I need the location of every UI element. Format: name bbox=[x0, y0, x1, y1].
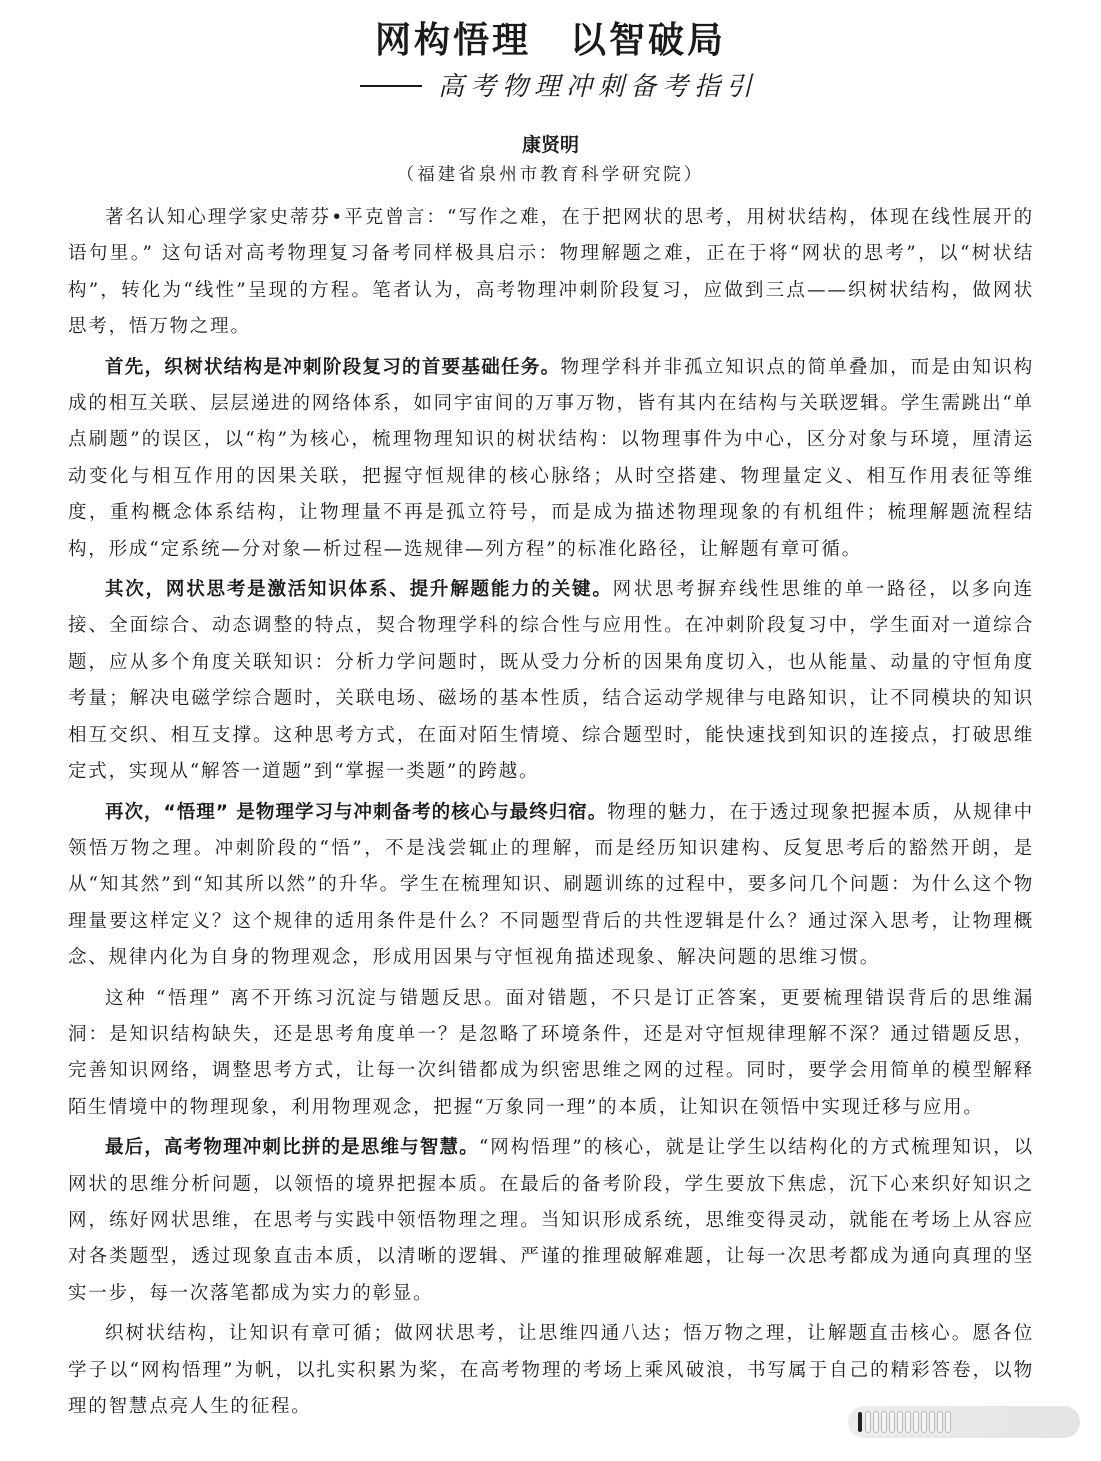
paragraph-text: 网状思考摒弃线性思维的单一路径，以多向连接、全面综合、动态调整的特点，契合物理学科的综合性与应用性。在冲刺阶段复习中，学生面对一道综合题，应从多个角度关联知识：分析力学问题时，既从受力分析的因果角度切入，也从能量、动量的守恒角度考量；解决电磁学综合题时，关联电场、磁场的基本性质，结合运动学规律与电路知识，让不同模块的知识相互交织、相互支撑。这种思考方式，在面对陌生情境、综合题型时，能快速找到知识的连接点，打破思维定式，实现从“解答一道题”到“掌握一类题”的跨越。 bbox=[68, 579, 1034, 783]
indicator-bar bbox=[946, 1412, 950, 1432]
indicator-bar bbox=[938, 1412, 942, 1432]
paragraph-text: 物理学科并非孤立知识点的简单叠加，而是由知识构成的相互关联、层层递进的网络体系，如同宇宙间的万事万物，皆有其内在结构与关联逻辑。学生需跳出“单点刷题”的误区，以“构”为核心，梳理物理知识的树状结构：以物理事件为中心，区分对象与环境，厘清运动变化与相互作用的因果关联，把握守恒规律的核心脉络；从时空搭建、物理量定义、相互作用表征等维度，重构概念体系结构，让物理量不再是孤立符号，而是成为描述物理现象的有机组件；梳理解题流程结构，形成“定系统—分对象—析过程—选规律—列方程”的标准化路径，让解题有章可循。 bbox=[68, 356, 1034, 560]
paragraph-lead: 其次，网状思考是激活知识体系、提升解题能力的关键。 bbox=[105, 579, 613, 601]
indicator-bar bbox=[930, 1412, 934, 1432]
indicator-bar bbox=[890, 1412, 894, 1432]
paragraph bbox=[68, 795, 1034, 977]
paragraph-lead: 最后，高考物理冲刺比拼的是思维与智慧。 bbox=[105, 1137, 479, 1159]
indicator-bar bbox=[898, 1412, 902, 1432]
paragraph bbox=[68, 572, 1034, 790]
paragraph bbox=[68, 350, 1034, 568]
paragraph bbox=[68, 200, 1034, 346]
indicator-bar bbox=[882, 1412, 886, 1432]
paragraph-text: 这种 “悟理” 离不开练习沉淀与错题反思。面对错题，不只是订正答案，更要梳理错误背后的思维漏洞：是知识结构缺失，还是思考角度单一？是忽略了环境条件，还是对守恒规律理解不深？通过错题反思，完善知识网络，调整思考方式，让每一次纠错都成为织密思维之网的过程。同时，要学会用简单的模型解释陌生情境中的物理现象，利用物理观念，把握“万象同一理”的本质，让知识在领悟中实现迁移与应用。 bbox=[68, 987, 1034, 1118]
indicator-bar bbox=[858, 1412, 862, 1432]
subtitle-text: 高考物理冲刺备考指引 bbox=[438, 72, 759, 102]
article-body bbox=[68, 200, 1034, 1429]
indicator-bar bbox=[914, 1412, 918, 1432]
indicator-bar bbox=[866, 1412, 870, 1432]
article-subtitle bbox=[360, 66, 758, 103]
paragraph-text: 著名认知心理学家史蒂芬•平克曾言：“写作之难，在于把网状的思考，用树状结构，体现在线性展开的语句里。” 这句话对高考物理复习备考同样极具启示：物理解题之难，正在于将“网状的思考”，以“树状结构”，转化为“线性”呈现的方程。笔者认为，高考物理冲刺阶段复习，应做到三点——织树状结构，做网状思考，悟万物之理。 bbox=[68, 207, 1034, 338]
paragraph-text: 物理的魅力，在于透过现象把握本质，从规律中领悟万物之理。冲刺阶段的“悟”，不是浅尝辄止的理解，而是经历知识建构、反复思考后的豁然开朗，是从“知其然”到“知其所以然”的升华。学生在梳理知识、刷题训练的过程中，要多问几个问题：为什么这个物理量要这样定义？这个规律的适用条件是什么？不同题型背后的共性逻辑是什么？通过深入思考，让物理概念、规律内化为自身的物理观念，形成用因果与守恒视角描述现象、解决问题的思维习惯。 bbox=[68, 801, 1034, 969]
paragraph-lead: 再次，“悟理” 是物理学习与冲刺备考的核心与最终归宿。 bbox=[105, 801, 608, 823]
article-title: 网构悟理 以智破局 bbox=[374, 20, 726, 61]
paragraph-text: “网构悟理”的核心，就是让学生以结构化的方式梳理知识，以网状的思维分析问题，以领悟的境界把握本质。在最后的备考阶段，学生要放下焦虑，沉下心来织好知识之网，练好网状思维，在思考与实践中领悟物理之理。当知识形成系统，思维变得灵动，就能在考场上从容应对各类题型，透过现象直击本质，以清晰的逻辑、严谨的推理破解难题，让每一次思考都成为通向真理的坚实一步，每一次落笔都成为实力的彰显。 bbox=[68, 1137, 1034, 1304]
paragraph-text: 织树状结构，让知识有章可循；做网状思考，让思维四通八达；悟万物之理，让解题直击核心。愿各位学子以“网构悟理”为帆，以扎实积累为桨，在高考物理的考场上乘风破浪，书写属于自己的精彩答卷，以物理的智慧点亮人生的征程。 bbox=[68, 1323, 1034, 1417]
author-affiliation: （福建省泉州市教育科学研究院） bbox=[396, 165, 705, 185]
page-indicator-icon[interactable] bbox=[848, 1406, 1080, 1438]
paragraph bbox=[68, 981, 1034, 1127]
em-dash-rule bbox=[360, 85, 422, 87]
paragraph bbox=[68, 1130, 1034, 1312]
author-name: 康贤明 bbox=[521, 134, 579, 156]
indicator-bar bbox=[874, 1412, 878, 1432]
indicator-bar bbox=[922, 1412, 926, 1432]
indicator-bar bbox=[906, 1412, 910, 1432]
paragraph-lead: 首先，织树状结构是冲刺阶段复习的首要基础任务。 bbox=[105, 356, 561, 378]
